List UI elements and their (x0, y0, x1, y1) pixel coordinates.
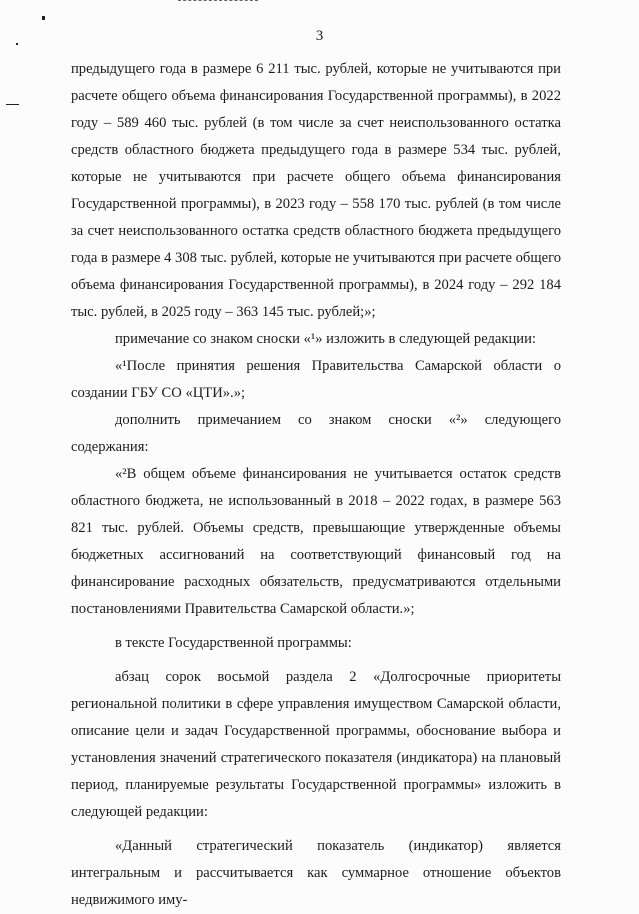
paragraph-footnote1-instruction: примечание со знаком сноски «¹» изложить в следующей редакции: (115, 331, 536, 347)
scan-artifact-dot (42, 16, 45, 20)
scan-artifact-dash (6, 104, 19, 105)
paragraph-program-text-heading: в тексте Государственной программы: (115, 635, 352, 651)
paragraph-indicator-text: «Данный стратегический показатель (индикатор) является интегральным и рассчитывается как суммарное отношение объектов недвижимого иму- (71, 838, 561, 908)
paragraph-footnote2-instruction: дополнить примечанием со знаком сноски «²» следующего содержания: (71, 412, 561, 455)
paragraph-funding-continuation: предыдущего года в размере 6 211 тыс. рублей, которые не учитываются при расчете общего объема финансирования Государственной программы), в 2022 году – 589 460 тыс. рублей (в том числе за счет неиспользованного остатка средств областного бюджета предыдущего года в размере 534 тыс. рублей, которые не учитываются при расчете общего объема финансирования Государственной программы), в 2023 году – 558 170 тыс. рублей (в том числе за счет неиспользованного остатка средств областного бюджета предыдущего года в размере 4 308 тыс. рублей, которые не учитываются при расчете общего объема финансирования Государственной программы), в 2024 году – 292 184 тыс. рублей, в 2025 году – 363 145 тыс. рублей;»; (71, 61, 561, 320)
page-number: 3 (315, 28, 324, 44)
paragraph-section2-instruction: абзац сорок восьмой раздела 2 «Долгосрочные приоритеты региональной политики в сфере управления имуществом Самарской области, описание цели и задач Государственной программы, обоснование выбора и установления значений стратегического показателя (индикатора) на плановый период, планируемые результаты Государственной программы» изложить в следующей редакции: (71, 669, 561, 820)
scan-top-rule (178, 0, 258, 1)
document-body (71, 56, 561, 914)
paragraph-footnote2-text: «²В общем объеме финансирования не учитывается остаток средств областного бюджета, не использованный в 2018 – 2022 годах, в размере 563 821 тыс. рублей. Объемы средств, превышающие утвержденные объемы бюджетных ассигнований на соответствующий финансовый год на финансирование расходных обязательств, предусматриваются отдельными постановлениями Правительства Самарской области.»; (71, 466, 561, 617)
paragraph-footnote1-text: «¹После принятия решения Правительства Самарской области о создании ГБУ СО «ЦТИ».»; (71, 358, 561, 401)
